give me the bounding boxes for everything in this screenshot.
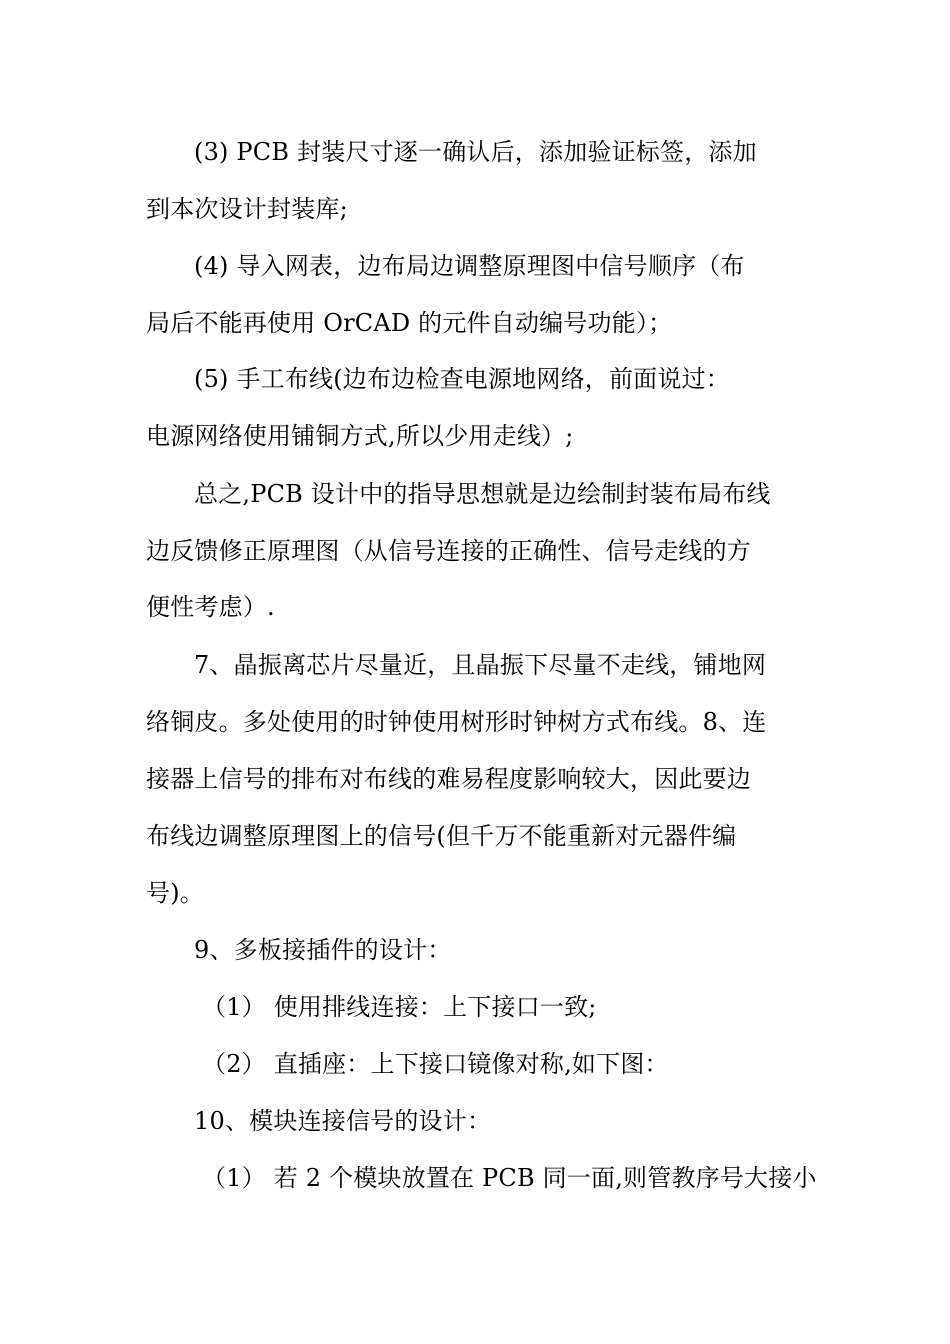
paragraph-summary-line-2: 边反馈修正原理图（从信号连接的正确性、信号走线的方 (146, 537, 751, 565)
paragraph-step-5-line-1: (5) 手工布线(边布边检查电源地网络，前面说过： (194, 365, 730, 393)
list-item-10-1: （1） 若 2 个模块放置在 PCB 同一面,则管教序号大接小 (202, 1164, 817, 1192)
paragraph-step-3-line-2: 到本次设计封装库; (146, 195, 348, 223)
paragraph-item-7-line-4: 布线边调整原理图上的信号(但千万不能重新对元器件编 (146, 822, 737, 850)
paragraph-summary-line-1: 总之,PCB 设计中的指导思想就是边绘制封装布局布线 (194, 480, 771, 508)
list-item-9-2: （2） 直插座：上下接口镜像对称,如下图： (202, 1050, 669, 1078)
paragraph-item-7-line-3: 接器上信号的排布对布线的难易程度影响较大，因此要边 (146, 765, 751, 793)
heading-item-9: 9、多板接插件的设计： (194, 936, 452, 964)
paragraph-item-7-line-2: 络铜皮。多处使用的时钟使用树形时钟树方式布线。8、连 (146, 708, 767, 736)
paragraph-step-5-line-2: 电源网络使用铺铜方式,所以少用走线）; (146, 422, 574, 450)
paragraph-summary-line-3: 便性考虑）. (146, 593, 275, 621)
paragraph-step-4-line-2: 局后不能再使用 OrCAD 的元件自动编号功能）； (146, 309, 673, 337)
paragraph-step-4-line-1: (4) 导入网表，边布局边调整原理图中信号顺序（布 (194, 252, 745, 280)
paragraph-item-7-line-5: 号)。 (146, 879, 204, 907)
paragraph-item-7-line-1: 7、晶振离芯片尽量近，且晶振下尽量不走线，铺地网 (194, 651, 767, 679)
paragraph-step-3-line-1: (3) PCB 封装尺寸逐一确认后，添加验证标签，添加 (194, 138, 757, 166)
list-item-9-1: （1） 使用排线连接：上下接口一致; (202, 993, 597, 1021)
heading-item-10: 10、模块连接信号的设计： (194, 1107, 492, 1135)
